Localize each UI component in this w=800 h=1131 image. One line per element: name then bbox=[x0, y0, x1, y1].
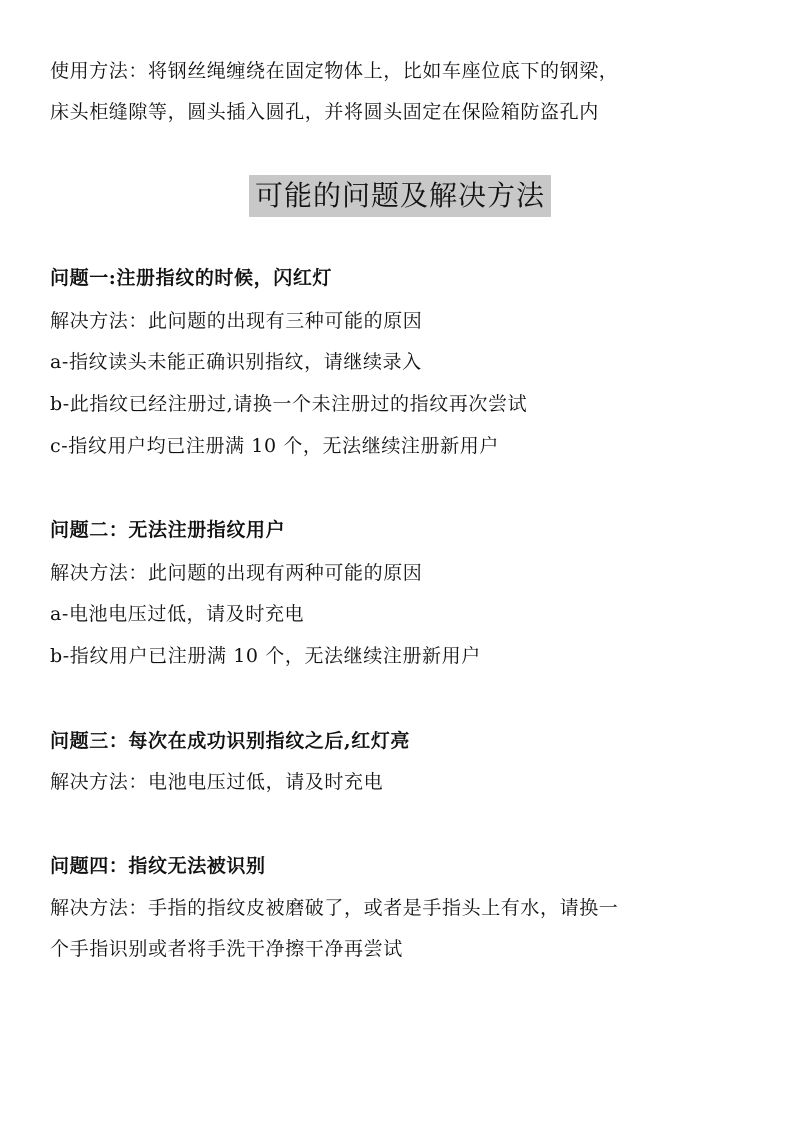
problem-1-line: a-指纹读头未能正确识别指纹，请继续录入 bbox=[50, 351, 422, 373]
problem-4-title: 问题四：指纹无法被识别 bbox=[50, 855, 266, 877]
problem-1-line: c-指纹用户均已注册满 10 个，无法继续注册新用户 bbox=[50, 435, 499, 457]
section-heading-wrap bbox=[0, 175, 800, 217]
problem-2-line: 解决方法：此问题的出现有两种可能的原因 bbox=[50, 562, 423, 584]
problem-1-title: 问题一:注册指纹的时候，闪红灯 bbox=[50, 267, 333, 289]
section-title: 可能的问题及解决方法 bbox=[249, 175, 551, 217]
problem-3-line: 解决方法：电池电压过低，请及时充电 bbox=[50, 771, 384, 793]
usage-line-2: 床头柜缝隙等，圆头插入圆孔，并将圆头固定在保险箱防盗孔内 bbox=[50, 101, 599, 123]
problem-4-line: 个手指识别或者将手洗干净擦干净再尝试 bbox=[50, 938, 403, 960]
problem-2-line: a-电池电压过低，请及时充电 bbox=[50, 603, 305, 625]
problem-3-title: 问题三：每次在成功识别指纹之后,红灯亮 bbox=[50, 730, 411, 752]
problem-4-line: 解决方法：手指的指纹皮被磨破了，或者是手指头上有水，请换一 bbox=[50, 897, 619, 919]
problem-1-line: b-此指纹已经注册过,请换一个未注册过的指纹再次尝试 bbox=[50, 393, 528, 415]
problem-1-line: 解决方法：此问题的出现有三种可能的原因 bbox=[50, 310, 423, 332]
problem-2-title: 问题二：无法注册指纹用户 bbox=[50, 519, 286, 541]
problem-2-line: b-指纹用户已注册满 10 个，无法继续注册新用户 bbox=[50, 645, 481, 667]
usage-line-1: 使用方法：将钢丝绳缠绕在固定物体上，比如车座位底下的钢梁， bbox=[50, 60, 619, 82]
